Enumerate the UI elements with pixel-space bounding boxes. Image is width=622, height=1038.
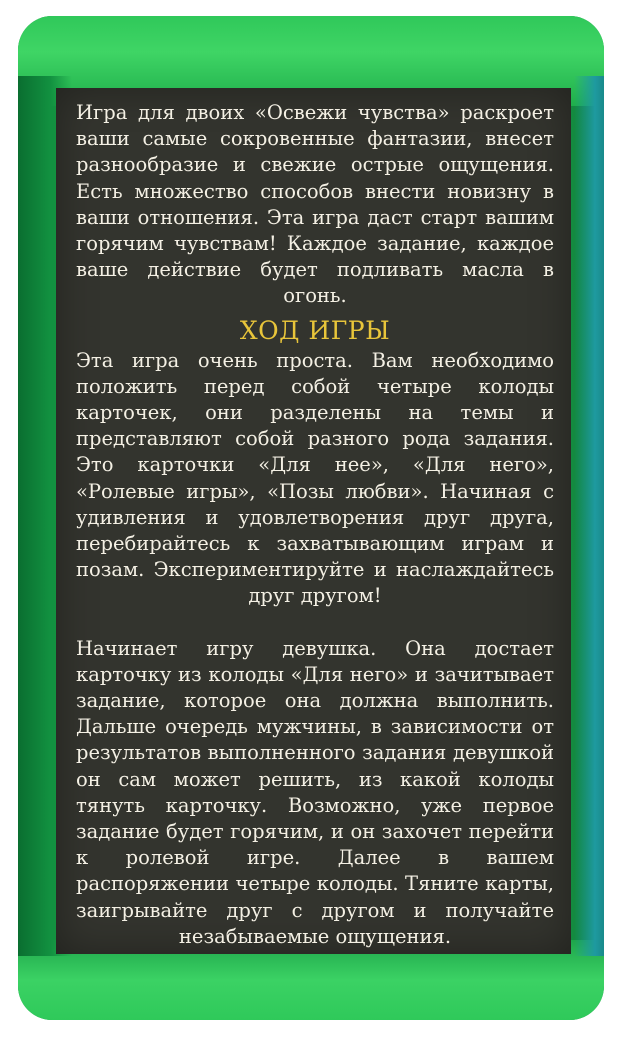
rules-text (76, 100, 554, 950)
rules-paragraph-1: Эта игра очень проста. Вам необходимо положить перед собой четыре колоды карточек, они разделены на темы и представляют собой разного рода задания. Это карточки «Для нее», «Для него», «Ролевые игры», «Позы любви». Начиная с удивления и удовлетворения друг друга, перебирайтесь к захватывающим играм и позам. Экспериментируйте и наслаждайтесь друг другом! (76, 348, 554, 608)
right-edge-shade (574, 76, 604, 956)
paragraph-gap (76, 610, 554, 636)
intro-paragraph: Игра для двоих «Освежи чувства» раскроет ваши самые сокровенные фантазии, внесет разнообразие и свежие острые ощущения. Есть множество способов внести новизну в ваши отношения. Эта игра даст старт вашим горячим чувствам! Каждое задание, каждое ваше действие будет подливать масла в огонь. (76, 101, 554, 308)
rules-paragraph-2: Начинает игру девушка. Она достает карточку из колоды «Для него» и зачитывает задание, которое она должна выполнить. Дальше очередь мужчины, в зависимости от результатов выполненного задания девушкой он сам может решить, из какой колоды тянуть карточку. Возможно, уже первое задание будет горячим, и он захочет перейти к ролевой игре. Далее в вашем распоряжении четыре колоды. Тяните карты, заигрывайте друг с другом и получайте незабываемые ощущения. (76, 636, 554, 948)
section-heading: ХОД ИГРЫ (239, 315, 391, 345)
